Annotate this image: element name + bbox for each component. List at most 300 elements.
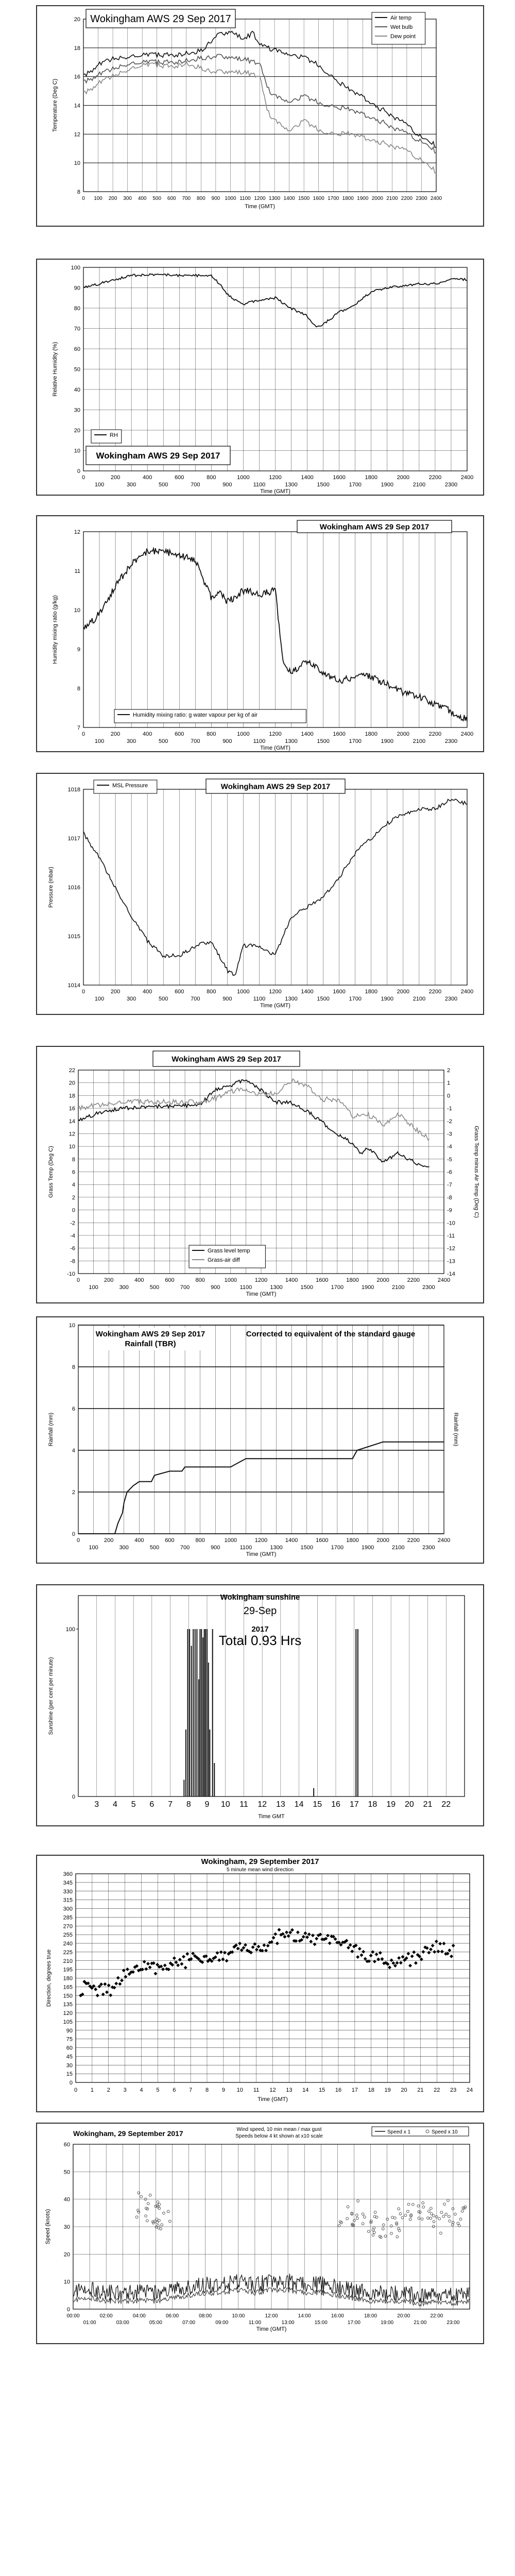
x-tick-label: 1700 <box>331 1545 344 1551</box>
speed-x10-point <box>390 2225 392 2227</box>
x-tick-label: 200 <box>104 1537 114 1544</box>
direction-point <box>221 1957 225 1961</box>
direction-point <box>362 1950 365 1954</box>
x-tick-label: 600 <box>165 1277 175 1283</box>
direction-point <box>358 1947 362 1951</box>
y-tick-label: 360 <box>63 1871 73 1877</box>
y-tick-label: -8 <box>70 1258 75 1265</box>
speed-x10-point <box>449 2220 451 2223</box>
x-tick-label: 04:00 <box>132 2313 146 2319</box>
direction-point <box>350 1950 354 1953</box>
speed-x10-point <box>384 2235 387 2238</box>
x-tick-label: 700 <box>180 1284 190 1291</box>
y-tick-label: 7 <box>77 725 80 731</box>
x-axis-label: Time (GMT) <box>256 2326 287 2332</box>
x-tick-label: 13:00 <box>281 2320 295 2326</box>
x-tick-label: 200 <box>110 731 121 737</box>
direction-point <box>408 1964 412 1968</box>
speed-x10-point <box>372 2229 374 2231</box>
x-axis-label: Time (GMT) <box>260 745 290 751</box>
x-tick-label: 100 <box>94 738 105 744</box>
speed-x10-point <box>347 2206 349 2208</box>
direction-point <box>399 1961 403 1964</box>
wind-speed-chart <box>37 2124 483 2343</box>
x-tick-label: 2400 <box>430 196 442 201</box>
x-tick-label: 1500 <box>300 1545 313 1551</box>
chart-subtitle: Rainfall (TBR) <box>125 1340 176 1348</box>
x-tick-label: 400 <box>142 989 152 995</box>
x-tick-label: 3 <box>123 2087 127 2093</box>
pressure-chart <box>37 774 483 1014</box>
x-tick-label: 500 <box>152 196 162 201</box>
legend-label: Grass level temp <box>208 1248 250 1254</box>
speed-x10-point <box>417 2205 420 2207</box>
direction-point <box>185 1952 189 1956</box>
x-tick-label: 900 <box>211 196 220 201</box>
x-tick-label: 2200 <box>401 196 413 201</box>
y-tick-label: 60 <box>63 2142 70 2148</box>
speed-x10-point <box>390 2232 393 2235</box>
x-tick-label: 2400 <box>437 1277 451 1283</box>
x-tick-label: 1400 <box>283 196 295 201</box>
x-tick-label: 1200 <box>254 196 266 201</box>
series-line-grass-level-temp <box>78 1080 430 1167</box>
x-tick-label: 15 <box>319 2087 325 2093</box>
y-tick-label: 210 <box>63 1958 73 1964</box>
x-tick-label: 22 <box>441 1800 451 1809</box>
y-tick-label: 195 <box>63 1967 73 1973</box>
direction-point <box>219 1951 223 1954</box>
direction-point <box>296 1930 300 1934</box>
y-tick-label: -4 <box>70 1232 75 1239</box>
speed-x10-point <box>443 2203 446 2206</box>
x-tick-label: 1000 <box>225 196 236 201</box>
x-tick-label: 16:00 <box>331 2313 344 2319</box>
x-tick-label: 800 <box>195 1537 205 1544</box>
x-tick-label: 12 <box>269 2087 276 2093</box>
x-tick-label: 800 <box>207 731 216 737</box>
y-tick-label: 22 <box>68 1067 75 1074</box>
x-tick-label: 1200 <box>254 1537 268 1544</box>
x-tick-label: 6 <box>173 2087 176 2093</box>
speed-x10-point <box>353 2219 356 2222</box>
y-tick-label: -14 <box>447 1271 455 1277</box>
x-tick-label: 22:00 <box>430 2313 443 2319</box>
x-tick-label: 1400 <box>301 731 314 737</box>
x-tick-label: 10 <box>220 1800 230 1809</box>
x-tick-label: 1000 <box>224 1277 237 1283</box>
chart-title: Wokingham AWS 29 Sep 2017 <box>171 1055 281 1064</box>
x-tick-label: 100 <box>89 1284 98 1291</box>
x-tick-label: 23 <box>450 2087 457 2093</box>
direction-point <box>255 1948 259 1952</box>
y-tick-label: 20 <box>63 2251 70 2258</box>
speed-x10-point <box>158 2203 161 2206</box>
y-tick-label: 10 <box>74 607 80 614</box>
x-tick-label: 0 <box>76 1277 80 1283</box>
sunshine-chart-panel <box>36 1584 484 1826</box>
x-tick-label: 2200 <box>407 1277 420 1283</box>
y-axis-label: Grass Temp (Deg C) <box>48 1146 54 1198</box>
x-tick-label: 8 <box>186 1800 191 1809</box>
chart-subtitle: 5 minute mean wind direction <box>226 1867 294 1873</box>
x-tick-label: 1800 <box>346 1537 359 1544</box>
chart-subtitle: 29-Sep <box>243 1605 277 1617</box>
x-tick-label: 200 <box>108 196 117 201</box>
plot-area <box>78 1596 465 1797</box>
speed-x10-point <box>156 2221 159 2224</box>
direction-point <box>305 1936 309 1939</box>
direction-point <box>163 1963 167 1967</box>
x-tick-label: 1 <box>90 2087 94 2093</box>
speed-x10-point <box>372 2234 374 2236</box>
y-tick-label: 135 <box>63 2002 73 2008</box>
direction-point <box>364 1957 367 1960</box>
speed-x10-point <box>430 2217 432 2219</box>
chart-title: Wokingham sunshine <box>220 1593 300 1602</box>
speed-x10-point <box>445 2213 448 2215</box>
speed-x10-point <box>427 2217 430 2219</box>
y-axis-label: Rainfall (mm) <box>48 1412 54 1447</box>
speed-x10-point <box>401 2216 404 2219</box>
x-tick-label: 1300 <box>270 1545 283 1551</box>
y-tick-label: 20 <box>68 1080 75 1087</box>
chart-note: Corrected to equivalent of the standard gauge <box>246 1330 416 1338</box>
legend-label: Air temp <box>390 15 411 21</box>
direction-point <box>215 1951 219 1955</box>
x-tick-label: 700 <box>182 196 191 201</box>
y-tick-label: -5 <box>447 1156 452 1163</box>
y-tick-label: 1014 <box>67 982 80 989</box>
speed-x10-point <box>356 2217 358 2219</box>
x-tick-label: 200 <box>110 989 121 995</box>
x-tick-label: 1500 <box>317 996 330 1002</box>
y-tick-label: 105 <box>63 2019 73 2025</box>
x-tick-label: 06:00 <box>165 2313 179 2319</box>
speed-x10-point <box>157 2201 159 2204</box>
x-tick-label: 19:00 <box>381 2320 394 2326</box>
direction-point <box>262 1943 266 1947</box>
x-tick-label: 18:00 <box>364 2313 377 2319</box>
x-tick-label: 1200 <box>269 474 282 481</box>
speed-x10-point <box>138 2192 140 2194</box>
x-tick-label: 2400 <box>437 1537 451 1544</box>
x-tick-label: 300 <box>126 482 136 488</box>
temperature-chart <box>37 6 483 226</box>
direction-point <box>217 1958 221 1962</box>
y-tick-label: -2 <box>70 1220 75 1227</box>
x-tick-label: 2000 <box>397 989 410 995</box>
x-tick-label: 1000 <box>237 474 250 481</box>
series-line-grass-air-diff <box>78 1079 430 1140</box>
x-tick-label: 13 <box>276 1800 285 1809</box>
x-tick-label: 20:00 <box>397 2313 410 2319</box>
speed-x10-point <box>411 2203 414 2206</box>
x-tick-label: 0 <box>74 2087 78 2093</box>
chart-subtitle-2: Speeds below 4 kt shown at x10 scale <box>235 2133 323 2139</box>
x-tick-label: 800 <box>207 989 216 995</box>
y-tick-label: 300 <box>63 1906 73 1912</box>
direction-point <box>283 1935 286 1939</box>
direction-point <box>107 1984 111 1987</box>
x-tick-label: 2 <box>107 2087 110 2093</box>
x-tick-label: 800 <box>207 474 216 481</box>
x-tick-label: 500 <box>149 1284 160 1291</box>
direction-point <box>238 1942 242 1945</box>
direction-point <box>437 1950 440 1953</box>
x-tick-label: 1800 <box>365 731 377 737</box>
y-tick-label: 14 <box>74 103 80 109</box>
grass-temp-chart <box>37 1047 483 1302</box>
legend-label: Grass-air diff <box>208 1257 240 1263</box>
direction-point <box>276 1942 279 1945</box>
direction-point <box>174 1960 178 1964</box>
x-tick-label: 19 <box>384 2087 391 2093</box>
direction-point <box>266 1944 270 1947</box>
y-tick-label: -3 <box>447 1131 452 1138</box>
direction-point <box>302 1935 305 1939</box>
direction-point <box>184 1966 187 1970</box>
speed-x10-point <box>382 2228 384 2230</box>
direction-point <box>272 1936 276 1940</box>
direction-point <box>303 1931 307 1935</box>
x-tick-label: 10:00 <box>232 2313 245 2319</box>
x-tick-label: 7 <box>189 2087 193 2093</box>
y-tick-label: 50 <box>63 2169 70 2176</box>
direction-point <box>273 1933 277 1936</box>
x-tick-label: 1300 <box>270 1284 283 1291</box>
x-axis-label: Time (GMT) <box>260 488 290 495</box>
direction-point <box>176 1963 180 1967</box>
temperature-chart-panel <box>36 5 484 227</box>
chart-title: Wokingham AWS 29 Sep 2017 <box>96 451 220 461</box>
x-tick-label: 2200 <box>428 989 442 995</box>
direction-point <box>290 1928 294 1932</box>
x-tick-label: 1500 <box>298 196 310 201</box>
x-tick-label: 1900 <box>381 738 394 744</box>
y-tick-label: 12 <box>68 1131 75 1138</box>
y-tick-label: -7 <box>447 1182 452 1189</box>
x-tick-label: 12 <box>258 1800 267 1809</box>
y-tick-label: 6 <box>72 1169 75 1176</box>
x-axis-label: Time (GMT) <box>246 1551 277 1557</box>
x-tick-label: 1800 <box>342 196 354 201</box>
wind-direction-chart <box>37 1856 483 2111</box>
speed-x10-point <box>367 2230 370 2233</box>
y-tick-label: 8 <box>72 1156 75 1163</box>
direction-point <box>396 1961 399 1964</box>
direction-point <box>379 1951 382 1955</box>
speed-x10-point <box>433 2214 435 2217</box>
y-tick-label: 20 <box>74 16 80 23</box>
direction-point <box>103 1982 107 1986</box>
y-tick-label: 285 <box>63 1914 73 1921</box>
y-tick-label: 4 <box>72 1448 75 1454</box>
y-tick-label: 270 <box>63 1923 73 1930</box>
y-tick-label: 225 <box>63 1949 73 1956</box>
x-tick-label: 11:00 <box>248 2320 262 2326</box>
y-tick-label: -6 <box>70 1245 75 1252</box>
y-tick-label: 1015 <box>67 934 80 940</box>
speed-x10-point <box>147 2202 149 2205</box>
x-tick-label: 21 <box>417 2087 424 2093</box>
y-tick-label: 40 <box>63 2196 70 2203</box>
speed-x10-point <box>454 2213 456 2215</box>
speed-x10-point <box>458 2225 460 2227</box>
x-tick-label: 400 <box>142 474 152 481</box>
speed-x10-point <box>451 2224 454 2226</box>
grass-temp-chart-panel <box>36 1046 484 1303</box>
y-tick-label: 60 <box>66 2045 73 2052</box>
direction-point <box>391 1961 395 1965</box>
direction-point <box>427 1951 431 1955</box>
direction-point <box>178 1958 182 1961</box>
x-tick-label: 1300 <box>285 738 298 744</box>
x-tick-label: 1800 <box>365 989 377 995</box>
direction-point <box>410 1955 414 1958</box>
x-tick-label: 1400 <box>285 1537 298 1544</box>
y-tick-label: 150 <box>63 1993 73 1999</box>
y-tick-label: 80 <box>74 306 80 312</box>
x-tick-label: 0 <box>81 731 85 737</box>
y-tick-label: 30 <box>74 407 80 414</box>
x-tick-label: 2000 <box>371 196 383 201</box>
x-tick-label: 700 <box>191 738 200 744</box>
x-tick-label: 5 <box>156 2087 160 2093</box>
direction-point <box>264 1948 268 1952</box>
x-tick-label: 1800 <box>346 1277 359 1283</box>
direction-point <box>116 1976 120 1980</box>
x-tick-label: 2300 <box>444 738 458 744</box>
x-tick-label: 7 <box>168 1800 173 1809</box>
speed-x10-point <box>362 2223 364 2225</box>
x-tick-label: 1200 <box>254 1277 268 1283</box>
x-tick-label: 01:00 <box>83 2320 96 2326</box>
x-tick-label: 9 <box>204 1800 210 1809</box>
y-tick-label: -13 <box>447 1258 455 1265</box>
x-tick-label: 1900 <box>357 196 369 201</box>
direction-point <box>94 1988 97 1991</box>
x-tick-label: 100 <box>94 996 105 1002</box>
x-tick-label: 1900 <box>361 1545 374 1551</box>
x-tick-label: 2100 <box>413 738 426 744</box>
speed-x10-point <box>346 2217 349 2220</box>
y-tick-label: 9 <box>77 647 80 653</box>
y-tick-label: 10 <box>74 448 80 454</box>
speed-x10-point <box>355 2214 358 2216</box>
x-tick-label: 400 <box>134 1277 144 1283</box>
x-tick-label: 2400 <box>460 731 474 737</box>
direction-point <box>120 1979 124 1982</box>
x-tick-label: 300 <box>119 1284 129 1291</box>
y-tick-label: -4 <box>447 1144 452 1150</box>
x-tick-label: 1200 <box>269 989 282 995</box>
y-tick-label: 165 <box>63 1984 73 1991</box>
y-tick-label: 15 <box>66 2071 73 2078</box>
direction-point <box>390 1958 393 1962</box>
speed-x10-point <box>440 2211 443 2214</box>
speed-x10-point <box>373 2231 375 2234</box>
direction-point <box>101 1993 105 1996</box>
x-tick-label: 0 <box>81 989 85 995</box>
direction-point <box>223 1951 227 1954</box>
y-tick-label: 16 <box>74 74 80 80</box>
y-tick-label: 180 <box>63 1975 73 1982</box>
x-tick-label: 18 <box>368 2087 374 2093</box>
x-tick-label: 600 <box>167 196 176 201</box>
y-tick-label: 2 <box>72 1194 75 1201</box>
chart-title: Wokingham AWS 29 Sep 2017 <box>319 522 430 532</box>
x-tick-label: 2000 <box>376 1537 389 1544</box>
y-tick-label: -10 <box>67 1271 75 1277</box>
direction-point <box>143 1960 146 1963</box>
x-tick-label: 0 <box>82 196 85 201</box>
rainfall-chart-panel <box>36 1316 484 1564</box>
x-tick-label: 0 <box>81 474 85 481</box>
x-axis-label: Time (GMT) <box>246 1291 277 1297</box>
x-tick-label: 600 <box>175 731 184 737</box>
speed-x10-point <box>448 2215 450 2218</box>
direction-point <box>225 1959 229 1962</box>
direction-point <box>380 1957 384 1961</box>
x-tick-label: 1700 <box>328 196 339 201</box>
x-tick-label: 1700 <box>349 996 362 1002</box>
x-tick-label: 700 <box>180 1545 190 1551</box>
y-tick-label: -9 <box>447 1207 452 1214</box>
x-tick-label: 300 <box>123 196 132 201</box>
x-tick-label: 1700 <box>349 482 362 488</box>
direction-point <box>431 1944 435 1947</box>
direction-point <box>118 1982 122 1986</box>
y-tick-label: 10 <box>68 1323 75 1329</box>
x-tick-label: 02:00 <box>99 2313 113 2319</box>
speed-x10-point <box>168 2220 171 2223</box>
x-tick-label: 16 <box>331 1800 340 1809</box>
y-tick-label: 1 <box>447 1080 451 1087</box>
y-tick-label: 255 <box>63 1932 73 1939</box>
y-tick-label: 12 <box>74 529 80 535</box>
y-tick-label: 10 <box>74 160 80 167</box>
x-tick-label: 1000 <box>237 731 250 737</box>
x-tick-label: 2000 <box>397 731 410 737</box>
direction-point <box>236 1947 239 1951</box>
x-tick-label: 1300 <box>285 482 298 488</box>
direction-point <box>326 1934 330 1937</box>
y-tick-label: 8 <box>72 1364 75 1370</box>
x-tick-label: 2100 <box>413 482 426 488</box>
y-tick-label: 0 <box>447 1093 451 1099</box>
direction-point <box>277 1928 281 1931</box>
y-tick-label: 20 <box>74 428 80 434</box>
mixing-ratio-chart-panel <box>36 515 484 752</box>
x-tick-label: 1900 <box>381 996 394 1002</box>
direction-point <box>161 1968 165 1971</box>
x-tick-label: 22 <box>434 2087 440 2093</box>
x-tick-label: 08:00 <box>199 2313 212 2319</box>
direction-point <box>356 1955 359 1959</box>
direction-point <box>421 1950 425 1954</box>
y-tick-label: 40 <box>74 387 80 393</box>
direction-point <box>307 1933 311 1936</box>
legend-label: MSL Pressure <box>112 783 148 789</box>
y-tick-label: 75 <box>66 2036 73 2043</box>
x-tick-label: 1500 <box>317 738 330 744</box>
y-tick-label: 6 <box>72 1406 75 1412</box>
x-tick-label: 11 <box>239 1800 248 1809</box>
speed-x10-point <box>407 2203 410 2206</box>
speed-x10-point <box>363 2216 366 2218</box>
speed-x10-point <box>438 2217 441 2220</box>
